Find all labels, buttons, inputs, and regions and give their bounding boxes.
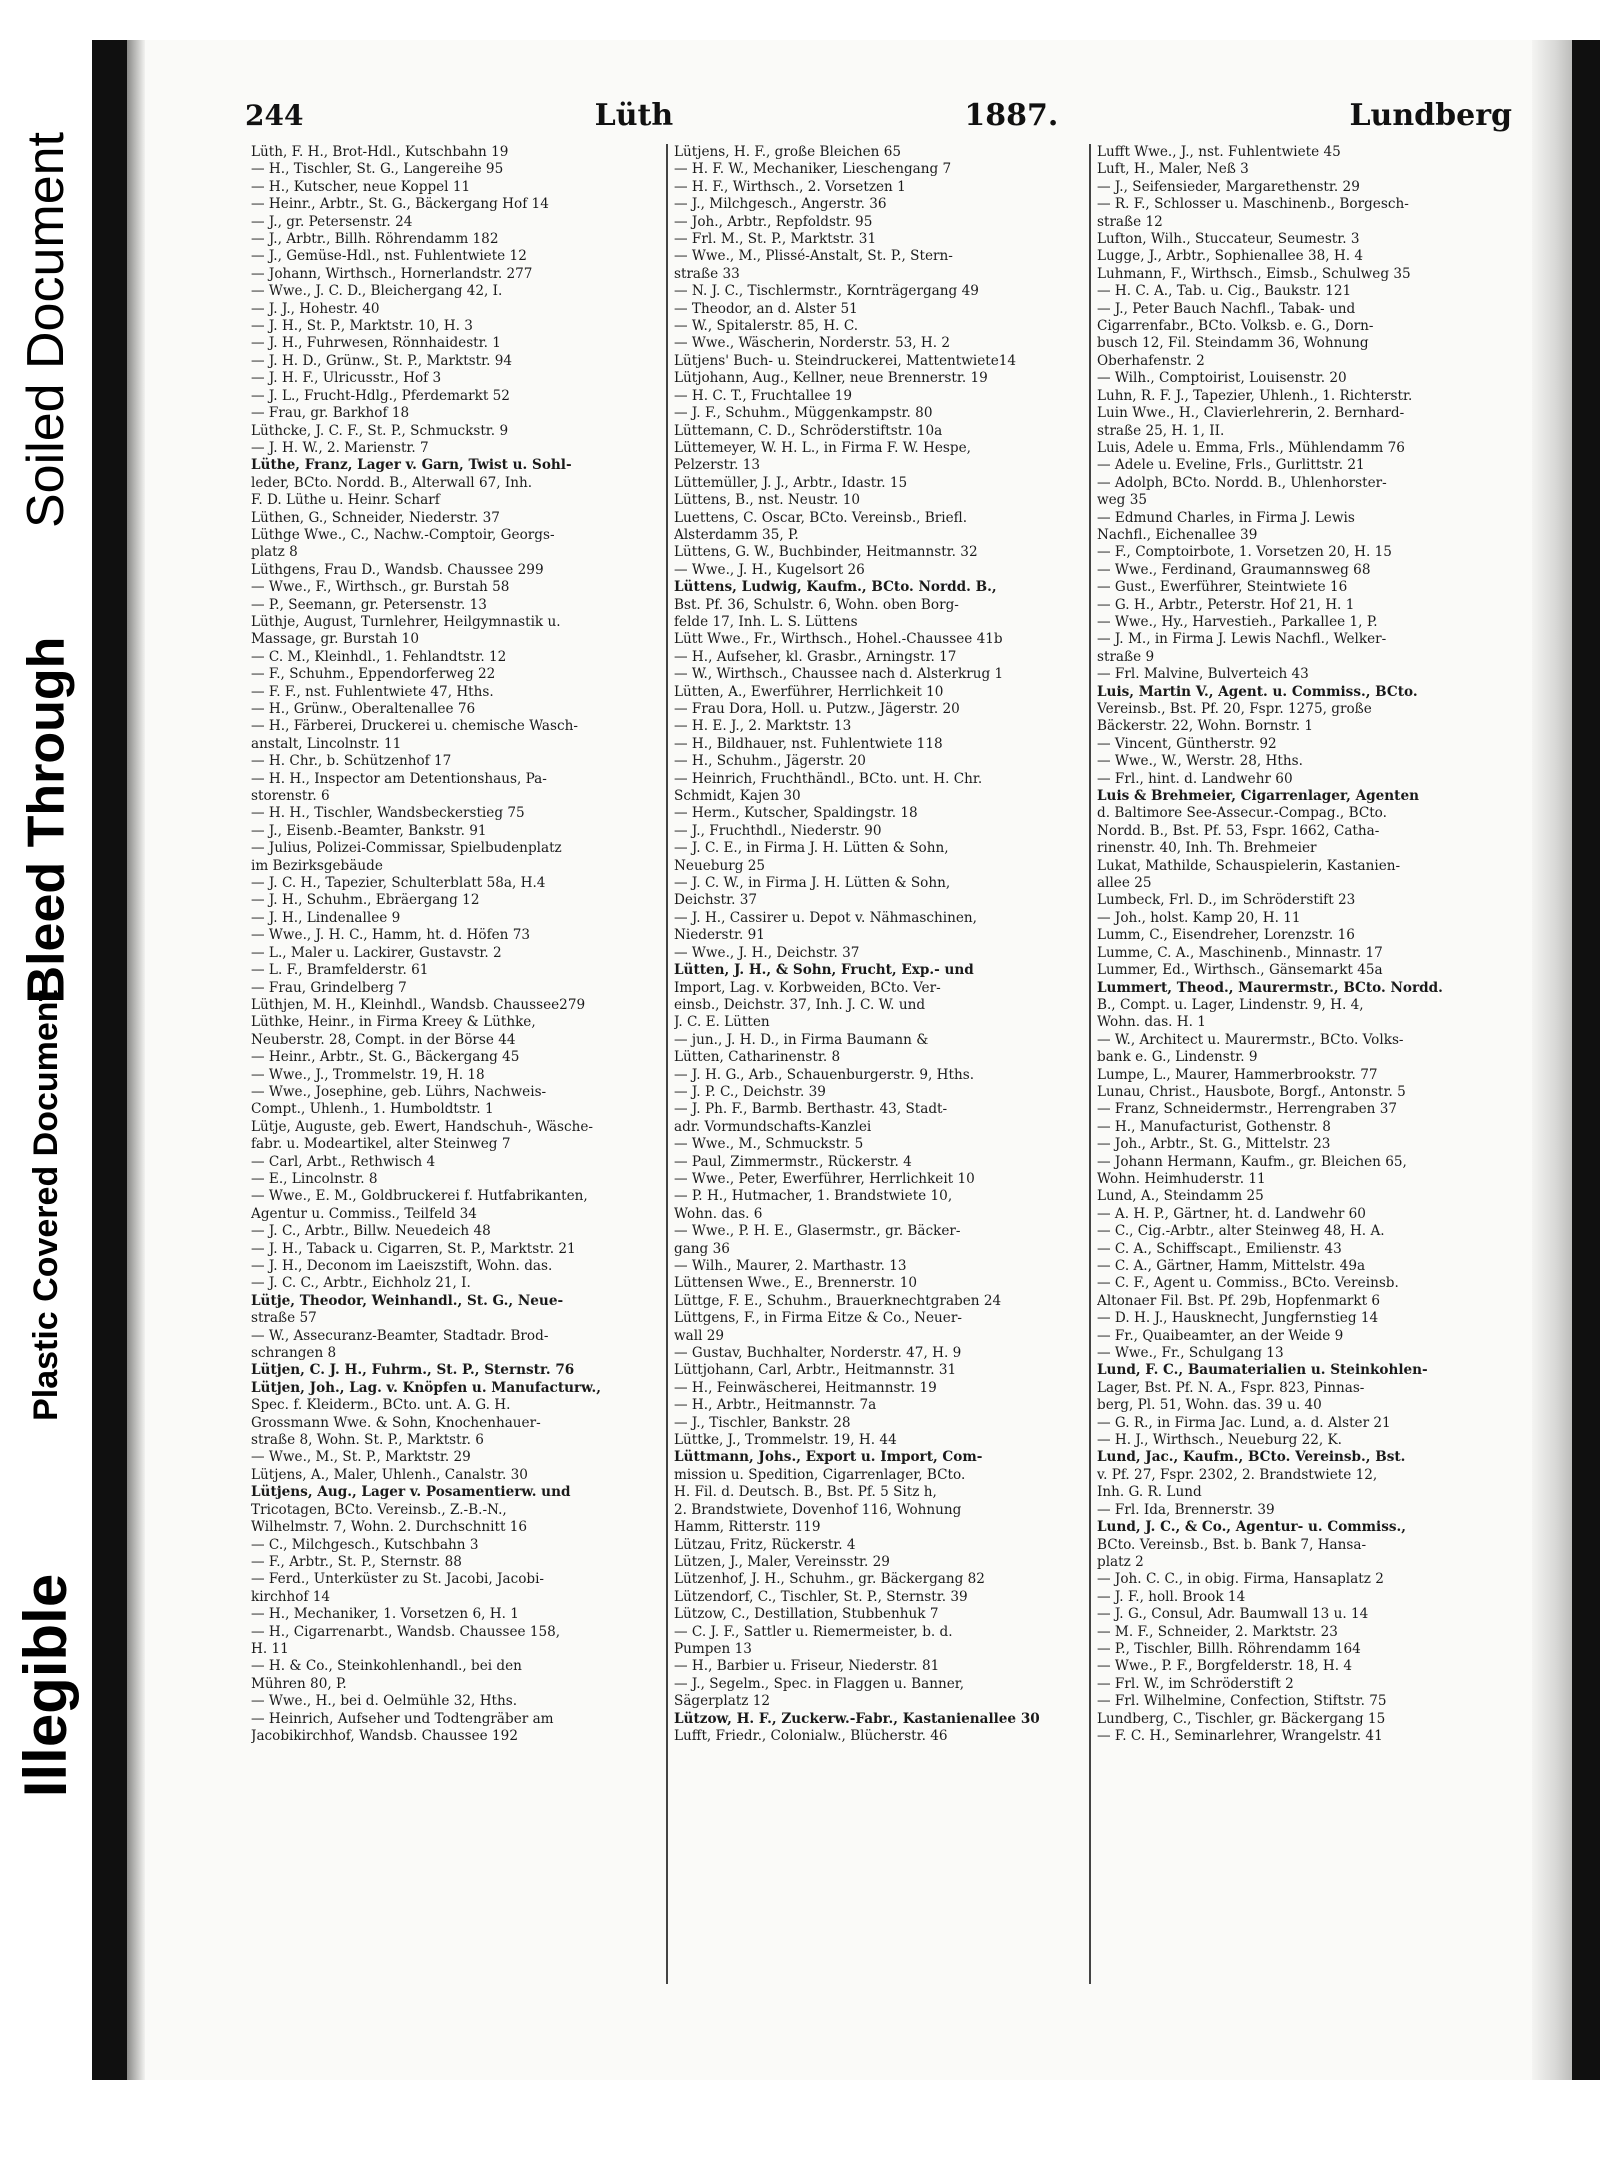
directory-entry: — H., Barbier u. Friseur, Niederstr. 81 [674,1658,940,1675]
directory-entry: Lütjohann, Aug., Kellner, neue Brennerstr. 19 [674,370,988,387]
directory-entry: — J. H., Taback u. Cigarren, St. P., Marktstr. 21 [251,1240,576,1257]
directory-entry: B., Compt. u. Lager, Lindenstr. 9, H. 4, [1097,996,1364,1013]
directory-entry: — Adolph, BCto. Nordd. B., Uhlenhorster- [1097,474,1387,491]
directory-entry: — Herm., Kutscher, Spaldingstr. 18 [674,805,918,822]
directory-entry: — N. J. C., Tischlermstr., Kornträgergang 49 [674,283,979,300]
directory-entry: Lüttens, G. W., Buchbinder, Heitmannstr. 32 [674,544,978,561]
directory-entry: — J., gr. Petersenstr. 24 [251,213,413,230]
directory-entry: H. 11 [251,1640,289,1657]
directory-entry: Import, Lag. v. Korbweiden, BCto. Ver- [674,979,941,996]
directory-entry: — Fr., Quaibeamter, an der Weide 9 [1097,1327,1344,1344]
directory-entry: — Wwe., Peter, Ewerführer, Herrlichkeit 10 [674,1170,975,1187]
directory-entry: — J. C. E., in Firma J. H. Lütten & Sohn, [674,840,949,857]
directory-entry: — J. H. W., 2. Marienstr. 7 [251,439,429,456]
directory-entry: — J., Segelm., Spec. in Flaggen u. Banner, [674,1675,965,1692]
directory-entry: — J., Peter Bauch Nachfl., Tabak- und [1097,300,1356,317]
directory-entry: — Wwe., J. H., Kugelsort 26 [674,561,865,578]
label-illegible-wrap [0,1385,92,1985]
directory-entry: — F., Arbtr., St. P., Sternstr. 88 [251,1553,462,1570]
directory-entry: — Wwe., J. H. C., Hamm, ht. d. Höfen 73 [251,927,531,944]
directory-entry: Lützen, J., Maler, Vereinsstr. 29 [674,1553,890,1570]
directory-entry: — W., Architect u. Maurermstr., BCto. Volks- [1097,1031,1404,1048]
directory-entry: Lützow, H. F., Zuckerw.-Fabr., Kastanienallee 30 [674,1710,1040,1727]
directory-entry: BCto. Vereinsb., Bst. b. Bank 7, Hansa- [1097,1536,1367,1553]
directory-entry: Lufft, Friedr., Colonialw., Blücherstr. 46 [674,1727,948,1744]
directory-entry: — J. F., Schuhm., Müggenkampstr. 80 [674,405,933,422]
directory-entry: — C. J. F., Sattler u. Riemermeister, b. d. [674,1623,953,1640]
directory-entry: d. Baltimore See-Assecur.-Compag., BCto. [1097,805,1387,822]
directory-entry: Lundberg, C., Tischler, gr. Bäckergang 15 [1097,1710,1386,1727]
directory-entry: Mühren 80, P. [251,1675,347,1692]
directory-entry: — Wwe., P. H. E., Glasermstr., gr. Bäcker- [674,1223,961,1240]
directory-entry: — Wwe., E. M., Goldbruckerei f. Hutfabrikanten, [251,1188,588,1205]
directory-entry: Lüttke, J., Trommelstr. 19, H. 44 [674,1432,897,1449]
directory-entry: Lütjens, A., Maler, Uhlenh., Canalstr. 30 [251,1466,528,1483]
directory-entry: — J. L., Frucht-Hdlg., Pferdemarkt 52 [251,387,510,404]
directory-entry: — C. M., Kleinhdl., 1. Fehlandtstr. 12 [251,648,507,665]
directory-entry: Lund, A., Steindamm 25 [1097,1188,1264,1205]
label-soiled-wrap [0,50,92,610]
directory-entry: Altonaer Fil. Bst. Pf. 29b, Hopfenmarkt 6 [1097,1292,1381,1309]
directory-entry: — F., Schuhm., Eppendorferweg 22 [251,666,496,683]
directory-columns [245,144,1515,1984]
directory-entry: Alsterdamm 35, P. [674,526,799,543]
directory-entry: fabr. u. Modeartikel, alter Steinweg 7 [251,1136,511,1153]
directory-entry: leder, BCto. Nordd. B., Alterwall 67, Inh. [251,474,533,491]
directory-entry: Lukat, Mathilde, Schauspielerin, Kastanien- [1097,857,1401,874]
directory-entry: — J., Gemüse-Hdl., nst. Fuhlentwiete 12 [251,248,527,265]
directory-entry: — H., Mechaniker, 1. Vorsetzen 6, H. 1 [251,1606,519,1623]
directory-entry: — Wilh., Maurer, 2. Marthastr. 13 [674,1258,907,1274]
directory-entry: straße 12 [1097,213,1163,230]
directory-entry: Lütjen, Joh., Lag. v. Knöpfen u. Manufacturw., [251,1379,601,1396]
directory-entry: H. Fil. d. Deutsch. B., Bst. Pf. 5 Sitz h, [674,1484,937,1501]
directory-entry: Spec. f. Kleiderm., BCto. unt. A. G. H. [251,1397,511,1414]
directory-entry: Lütje, Auguste, geb. Ewert, Handschuh-, Wäsche- [251,1118,593,1135]
directory-entry: — F., Comptoirbote, 1. Vorsetzen 20, H. 15 [1097,544,1392,561]
directory-entry: — F. F., nst. Fuhlentwiete 47, Hths. [251,683,494,700]
directory-entry: Lüthke, Heinr., in Firma Kreey & Lüthke, [251,1014,536,1031]
directory-entry: Pelzerstr. 13 [674,457,761,474]
directory-entry: Luhn, R. F. J., Tapezier, Uhlenh., 1. Richterstr. [1097,387,1413,404]
directory-entry: Lüttens, Ludwig, Kaufm., BCto. Nordd. B., [674,579,997,596]
directory-entry: straße 25, H. 1, II. [1097,422,1225,439]
directory-entry: schrangen 8 [251,1345,337,1362]
directory-entry: — Heinrich, Fruchthändl., BCto. unt. H. Chr. [674,770,983,787]
directory-entry: Luhmann, F., Wirthsch., Eimsb., Schulweg 35 [1097,265,1411,282]
directory-entry: — J. J., Hohestr. 40 [251,300,380,317]
side-label-strip [0,0,92,1990]
directory-entry: — L. F., Bramfelderstr. 61 [251,962,429,979]
directory-entry: berg, Pl. 51, Wohn. das. 39 u. 40 [1097,1397,1322,1414]
directory-entry: — J. H., Lindenallee 9 [251,909,401,926]
directory-entry: Jacobikirchhof, Wandsb. Chaussee 192 [251,1727,518,1744]
directory-entry: im Bezirksgebäude [251,857,383,874]
directory-entry: — Edmund Charles, in Firma J. Lewis [1097,509,1355,526]
directory-entry: — jun., J. H. D., in Firma Baumann & [674,1031,929,1048]
directory-entry: — H., Bildhauer, nst. Fuhlentwiete 118 [674,735,943,752]
directory-entry: Lummer, Ed., Wirthsch., Gänsemarkt 45a [1097,962,1383,979]
directory-entry: — Gust., Ewerführer, Steintwiete 16 [1097,579,1348,596]
directory-entry: mission u. Spedition, Cigarrenlager, BCto. [674,1466,966,1483]
directory-entry: — W., Assecuranz-Beamter, Stadtadr. Brod- [251,1327,549,1344]
directory-entry: Neueburg 25 [674,857,766,874]
directory-entry: — W., Spitalerstr. 85, H. C. [674,318,859,335]
label-illegible: Illegible [12,1573,80,1797]
directory-entry: platz 8 [251,544,298,561]
directory-entry: — H., Arbtr., Heitmannstr. 7a [674,1397,877,1414]
directory-entry: — C. F., Agent u. Commiss., BCto. Vereinsb. [1097,1275,1399,1292]
directory-entry: — H., Tischler, St. G., Langereihe 95 [251,161,504,178]
directory-entry: Lütjens, H. F., große Bleichen 65 [674,144,901,160]
directory-entry: — J. C., Arbtr., Billw. Neuedeich 48 [251,1223,491,1240]
directory-entry: — H. J., Wirthsch., Neueburg 22, K. [1097,1432,1343,1449]
directory-entry: Luft, H., Maler, Neß 3 [1097,161,1249,178]
directory-entry: Lüthge Wwe., C., Nachw.-Comptoir, Georgs- [251,526,555,543]
directory-entry: platz 2 [1097,1553,1144,1570]
directory-entry: — H. & Co., Steinkohlenhandl., bei den [251,1658,522,1675]
directory-entry: Lüttemeyer, W. H. L., in Firma F. W. Hespe, [674,439,971,456]
directory-entry: Neuberstr. 28, Compt. in der Börse 44 [251,1031,516,1048]
directory-entry: Lütten, A., Ewerführer, Herrlichkeit 10 [674,683,944,700]
directory-entry: — J. H., Cassirer u. Depot v. Nähmaschinen, [674,909,977,926]
directory-entry: — Frl. Wilhelmine, Confection, Stiftstr. 75 [1097,1693,1387,1710]
directory-entry: — J. C. C., Arbtr., Eichholz 21, I. [251,1275,471,1292]
directory-entry: — J. F., holl. Brook 14 [1097,1588,1246,1605]
directory-entry: — Joh., Arbtr., Repfoldstr. 95 [674,213,873,230]
directory-entry: — Johann Hermann, Kaufm., gr. Bleichen 65, [1097,1153,1407,1170]
directory-entry: Nachfl., Eichenallee 39 [1097,526,1258,543]
directory-entry: busch 12, Fil. Steindamm 36, Wohnung [1097,335,1369,352]
directory-entry: — Theodor, an d. Alster 51 [674,300,858,317]
directory-entry: — J. H., Schuhm., Ebräergang 12 [251,892,480,909]
directory-entry: Agentur u. Commiss., Teilfeld 34 [251,1205,477,1222]
directory-entry: Bst. Pf. 36, Schulstr. 6, Wohn. oben Borg- [674,596,959,613]
directory-entry: Lützendorf, C., Tischler, St. P., Sternstr. 39 [674,1588,968,1605]
directory-entry: — H., Manufacturist, Gothenstr. 8 [1097,1118,1331,1135]
directory-entry: — J. Ph. F., Barmb. Berthastr. 43, Stadt- [674,1101,948,1118]
directory-entry: — H. F. W., Mechaniker, Lieschengang 7 [674,161,952,178]
directory-entry: — H., Aufseher, kl. Grasbr., Arningstr. 17 [674,648,957,665]
directory-entry: Lütjens' Buch- u. Steindruckerei, Mattentwiete14 [674,352,1017,369]
directory-entry: — G. R., in Firma Jac. Lund, a. d. Alster 21 [1097,1414,1391,1431]
directory-entry: Deichstr. 37 [674,892,758,909]
label-bleed-wrap [0,600,92,1040]
directory-entry: Luis, Martin V., Agent. u. Commiss., BCto. [1097,683,1418,700]
directory-entry: straße 8, Wohn. St. P., Marktstr. 6 [251,1432,484,1449]
directory-entry: — Paul, Zimmermstr., Rückerstr. 4 [674,1153,912,1170]
directory-entry: allee 25 [1097,875,1152,892]
directory-entry: — H., Grünw., Oberaltenallee 76 [251,701,476,717]
directory-entry: Hamm, Ritterstr. 119 [674,1519,821,1536]
directory-entry: Lunau, Christ., Hausbote, Borgf., Antonstr. 5 [1097,1083,1406,1100]
directory-entry: Lüthcke, J. C. F., St. P., Schmuckstr. 9 [251,422,509,439]
directory-entry: Lufton, Wilh., Stuccateur, Seumestr. 3 [1097,231,1360,248]
header-year: 1887. [964,98,1059,133]
directory-entry: Lüttemüller, J. J., Arbtr., Idastr. 15 [674,474,908,491]
directory-entry: 2. Brandstwiete, Dovenhof 116, Wohnung [674,1501,962,1518]
directory-entry: — P. H., Hutmacher, 1. Brandstwiete 10, [674,1188,953,1205]
directory-entry: — Julius, Polizei-Commissar, Spielbudenplatz [251,840,562,857]
label-plastic-covered: Plastic Covered Document [26,989,65,1421]
directory-entry: — Wwe., Wäscherin, Norderstr. 53, H. 2 [674,335,951,352]
directory-entry: — H. E. J., 2. Marktstr. 13 [674,718,852,735]
directory-entry: Lund, J. C., & Co., Agentur- u. Commiss., [1097,1519,1406,1536]
directory-entry: — D. H. J., Hausknecht, Jungfernstieg 14 [1097,1310,1379,1327]
directory-entry: Lüttjohann, Carl, Arbtr., Heitmannstr. 31 [674,1362,957,1379]
directory-entry: weg 35 [1097,492,1148,509]
directory-entry: F. D. Lüthe u. Heinr. Scharf [251,492,440,509]
directory-entry: Luis & Brehmeier, Cigarrenlager, Agenten [1097,788,1419,805]
directory-entry: Bäckerstr. 22, Wohn. Bornstr. 1 [1097,718,1314,735]
directory-entry: Pumpen 13 [674,1640,752,1657]
scanned-page-frame [92,40,1600,2080]
directory-entry: Lützau, Fritz, Rückerstr. 4 [674,1536,856,1553]
directory-entry: — F. C. H., Seminarlehrer, Wrangelstr. 41 [1097,1727,1383,1744]
directory-entry: Lund, F. C., Baumaterialien u. Steinkohlen- [1097,1362,1428,1379]
directory-entry: Luis, Adele u. Emma, Frls., Mühlendamm 76 [1097,439,1405,456]
directory-entry: — Franz, Schneidermstr., Herrengraben 37 [1097,1101,1397,1118]
directory-entry: — Frau Dora, Holl. u. Putzw., Jägerstr. 20 [674,701,960,717]
directory-entry: — Wwe., W., Werstr. 28, Hths. [1097,753,1303,770]
directory-entry: — H. F., Wirthsch., 2. Vorsetzen 1 [674,178,906,195]
directory-entry: Lufft Wwe., J., nst. Fuhlentwiete 45 [1097,144,1341,160]
directory-entry: Lüthjen, M. H., Kleinhdl., Wandsb. Chaussee279 [251,996,586,1013]
directory-entry: gang 36 [674,1240,730,1257]
directory-entry: — G. H., Arbtr., Peterstr. Hof 21, H. 1 [1097,596,1355,613]
directory-entry: Lüthgens, Frau D., Wandsb. Chaussee 299 [251,561,544,578]
directory-entry: — H., Färberei, Druckerei u. chemische Wasch- [251,718,578,735]
directory-entry: bank e. G., Lindenstr. 9 [1097,1049,1258,1066]
directory-entry: Lummert, Theod., Maurermstr., BCto. Nordd. [1097,979,1443,996]
directory-entry: — Joh., Arbtr., St. G., Mittelstr. 23 [1097,1136,1331,1153]
directory-entry: anstalt, Lincolnstr. 11 [251,735,402,752]
directory-entry: — Joh., holst. Kamp 20, H. 11 [1097,909,1301,926]
directory-entry: — Wwe., Ferdinand, Graumannsweg 68 [1097,561,1371,578]
directory-entry: — J. C. W., in Firma J. H. Lütten & Sohn, [674,875,951,892]
directory-entry: — J. H. F., Ulricusstr., Hof 3 [251,370,442,387]
directory-entry: Lumm, C., Eisendreher, Lorenzstr. 16 [1097,927,1355,944]
directory-entry: — H. H., Inspector am Detentionshaus, Pa- [251,770,547,787]
directory-entry: — Frl. M., St. P., Marktstr. 31 [674,231,877,248]
directory-entry: Lütjen, C. J. H., Fuhrm., St. P., Sternstr. 76 [251,1362,575,1379]
directory-entry: Massage, gr. Burstah 10 [251,631,419,648]
directory-entry: — C., Cig.-Arbtr., alter Steinweg 48, H. A. [1097,1223,1385,1240]
directory-entry: Lumbeck, Frl. D., im Schröderstift 23 [1097,892,1356,909]
directory-entry: — W., Wirthsch., Chaussee nach d. Alsterkrug 1 [674,666,1004,683]
directory-entry: Niederstr. 91 [674,927,765,944]
directory-entry: Lumpe, L., Maurer, Hammerbrookstr. 77 [1097,1066,1378,1083]
header-left-word: Lüth [594,98,674,133]
directory-entry: — Wwe., P. F., Borgfelderstr. 18, H. 4 [1097,1658,1353,1675]
directory-entry: — M. F., Schneider, 2. Marktstr. 23 [1097,1623,1338,1640]
directory-entry: wall 29 [674,1327,725,1344]
directory-entry: Inh. G. R. Lund [1097,1484,1202,1501]
label-bleed-through: Bleed Through [17,636,75,1004]
directory-column-1 [245,144,668,1984]
directory-entry: Wohn. Heimhuderstr. 11 [1097,1170,1266,1187]
directory-entry: — Wwe., H., bei d. Oelmühle 32, Hths. [251,1693,518,1710]
directory-entry: Lüttgens, F., in Firma Eitze & Co., Neuer- [674,1310,962,1327]
directory-entry: — Frau, Grindelberg 7 [251,979,407,996]
directory-entry: — J. H., Deconom im Laeiszstift, Wohn. das. [251,1258,553,1274]
directory-entry: — Adele u. Eveline, Frls., Gurlittstr. 21 [1097,457,1365,474]
directory-entry: — J., Eisenb.-Beamter, Bankstr. 91 [251,822,487,839]
directory-entry: Lüttensen Wwe., E., Brennerstr. 10 [674,1275,918,1292]
directory-entry: — Carl, Arbt., Rethwisch 4 [251,1153,436,1170]
directory-entry: straße 9 [1097,648,1155,665]
directory-entry: Lüttmann, Johs., Export u. Import, Com- [674,1449,983,1466]
directory-entry: — J. M., in Firma J. Lewis Nachfl., Welker- [1097,631,1387,648]
directory-entry: — Joh. C. C., in obig. Firma, Hansaplatz 2 [1097,1571,1384,1588]
directory-entry: — Wwe., Josephine, geb. Lührs, Nachweis- [251,1083,547,1100]
directory-entry: felde 17, Inh. L. S. Lüttens [674,613,858,630]
directory-entry: storenstr. 6 [251,788,330,805]
directory-entry: Luin Wwe., H., Clavierlehrerin, 2. Bernhard- [1097,405,1405,422]
directory-entry: — R. F., Schlosser u. Maschinenb., Borgesch- [1097,196,1409,213]
directory-entry: — J., Tischler, Bankstr. 28 [674,1414,851,1431]
directory-entry: — H. C. A., Tab. u. Cig., Baukstr. 121 [1097,283,1352,300]
directory-entry: Sägerplatz 12 [674,1693,771,1710]
directory-entry: J. C. E. Lütten [674,1014,770,1031]
directory-entry: — J. H., St. P., Marktstr. 10, H. 3 [251,318,473,335]
directory-entry: Lugge, J., Arbtr., Sophienallee 38, H. 4 [1097,248,1364,265]
directory-entry: Lütt Wwe., Fr., Wirthsch., Hohel.-Chaussee 41b [674,631,1003,648]
directory-entry: Lüthen, G., Schneider, Niederstr. 37 [251,509,500,526]
label-plastic-wrap [0,989,92,1421]
directory-entry: Vereinsb., Bst. Pf. 20, Fspr. 1275, große [1097,701,1372,717]
directory-entry: — Frau, gr. Barkhof 18 [251,405,410,422]
directory-page [127,40,1572,2080]
directory-entry: — H., Cigarrenarbt., Wandsb. Chaussee 158, [251,1623,561,1640]
page-header [245,98,1512,142]
directory-entry: — Frl. Malvine, Bulverteich 43 [1097,666,1309,683]
directory-entry: — J., Milchgesch., Angerstr. 36 [674,196,887,213]
directory-entry: — Wwe., M., St. P., Marktstr. 29 [251,1449,471,1466]
directory-entry: — Wwe., F., Wirthsch., gr. Burstah 58 [251,579,510,596]
directory-entry: — Frl. Ida, Brennerstr. 39 [1097,1501,1275,1518]
directory-entry: — Ferd., Unterküster zu St. Jacobi, Jacobi- [251,1571,545,1588]
directory-entry: — J. C. H., Tapezier, Schulterblatt 58a, H.4 [251,875,546,892]
directory-entry: Lüttemann, C. D., Schröderstiftstr. 10a [674,422,943,439]
directory-entry: straße 57 [251,1310,317,1327]
directory-entry: — Frl. W., im Schröderstift 2 [1097,1675,1294,1692]
directory-entry: Lüthje, August, Turnlehrer, Heilgymnastik u. [251,613,561,630]
bottom-margin [92,2080,1600,2177]
directory-entry: — Frl., hint. d. Landwehr 60 [1097,770,1293,787]
page-left-edge-shadow [127,40,145,2080]
directory-entry: — Wwe., Hy., Harvestieh., Parkallee 1, P. [1097,613,1378,630]
directory-entry: rinenstr. 40, Inh. Th. Brehmeier [1097,840,1317,857]
directory-entry: Lund, Jac., Kaufm., BCto. Vereinsb., Bst. [1097,1449,1406,1466]
directory-entry: — J., Arbtr., Billh. Röhrendamm 182 [251,231,499,248]
directory-entry: — C. A., Schiffscapt., Emilienstr. 43 [1097,1240,1342,1257]
header-right-word: Lundberg [1349,98,1512,133]
directory-entry: — Wwe., J., Trommelstr. 19, H. 18 [251,1066,485,1083]
directory-entry: — Heinr., Arbtr., St. G., Bäckergang 45 [251,1049,520,1066]
directory-entry: Lüttens, B., nst. Neustr. 10 [674,492,860,509]
directory-entry: Nordd. B., Bst. Pf. 53, Fspr. 1662, Catha- [1097,822,1380,839]
directory-entry: — P., Seemann, gr. Petersenstr. 13 [251,596,487,613]
directory-entry: Wohn. das. H. 1 [1097,1014,1206,1031]
directory-entry: Wilhelmstr. 7, Wohn. 2. Durchschnitt 16 [251,1519,528,1536]
directory-column-2 [668,144,1091,1984]
directory-entry: Oberhafenstr. 2 [1097,352,1205,369]
directory-entry: — E., Lincolnstr. 8 [251,1170,378,1187]
directory-entry: einsb., Deichstr. 37, Inh. J. C. W. und [674,996,926,1013]
directory-entry: Lager, Bst. Pf. N. A., Fspr. 823, Pinnas- [1097,1379,1365,1396]
directory-entry: v. Pf. 27, Fspr. 2302, 2. Brandstwiete 12, [1097,1466,1378,1483]
directory-entry: Lüth, F. H., Brot-Hdl., Kutschbahn 19 [251,144,509,160]
directory-entry: Lumme, C. A., Maschinenb., Minnastr. 17 [1097,944,1383,961]
directory-entry: — Wilh., Comptoirist, Louisenstr. 20 [1097,370,1347,387]
directory-entry: Lützow, C., Destillation, Stubbenhuk 7 [674,1606,939,1623]
directory-entry: — Johann, Wirthsch., Hornerlandstr. 277 [251,265,533,282]
directory-entry: — Heinrich, Aufseher und Todtengräber am [251,1710,554,1727]
directory-entry: — Gustav, Buchhalter, Norderstr. 47, H. 9 [674,1345,962,1362]
directory-entry: Lütje, Theodor, Weinhandl., St. G., Neue- [251,1292,564,1309]
directory-entry: Grossmann Wwe. & Sohn, Knochenhauer- [251,1414,541,1431]
directory-column-3 [1091,144,1514,1984]
directory-entry: — J. P. C., Deichstr. 39 [674,1083,826,1100]
page-binding-shadow [1532,40,1572,2080]
directory-entry: — H., Schuhm., Jägerstr. 20 [674,753,866,770]
directory-entry: Lütten, Catharinenstr. 8 [674,1049,841,1066]
directory-entry: Cigarrenfabr., BCto. Volksb. e. G., Dorn- [1097,318,1374,335]
directory-entry: Lützenhof, J. H., Schuhm., gr. Bäckergang 82 [674,1571,985,1588]
directory-entry: Wohn. das. 6 [674,1205,763,1222]
page-number: 244 [245,99,304,132]
directory-entry: — Wwe., J. H., Deichstr. 37 [674,944,860,961]
directory-entry: — H. H., Tischler, Wandsbeckerstieg 75 [251,805,525,822]
directory-entry: — C., Milchgesch., Kutschbahn 3 [251,1536,479,1553]
directory-entry: Lüthe, Franz, Lager v. Garn, Twist u. Sohl- [251,457,572,474]
directory-entry: — L., Maler u. Lackirer, Gustavstr. 2 [251,944,502,961]
directory-entry: straße 33 [674,265,740,282]
directory-entry: — J. H. D., Grünw., St. P., Marktstr. 94 [251,352,513,369]
directory-entry: — Wwe., J. C. D., Bleichergang 42, I. [251,283,503,300]
directory-entry: Schmidt, Kajen 30 [674,788,801,805]
directory-entry: — Wwe., M., Plissé-Anstalt, St. P., Stern- [674,248,953,265]
directory-entry: — C. A., Gärtner, Hamm, Mittelstr. 49a [1097,1258,1366,1274]
directory-entry: — A. H. P., Gärtner, ht. d. Landwehr 60 [1097,1205,1366,1222]
directory-entry: kirchhof 14 [251,1588,331,1605]
directory-entry: — Wwe., Fr., Schulgang 13 [1097,1345,1284,1362]
directory-entry: Luettens, C. Oscar, BCto. Vereinsb., Briefl. [674,509,968,526]
directory-entry: Compt., Uhlenh., 1. Humboldtstr. 1 [251,1101,494,1118]
directory-entry: — H. Chr., b. Schützenhof 17 [251,753,452,770]
directory-entry: — J., Fruchthdl., Niederstr. 90 [674,822,882,839]
directory-entry: — J. G., Consul, Adr. Baumwall 13 u. 14 [1097,1606,1369,1623]
directory-entry: Lüttge, F. E., Schuhm., Brauerknechtgraben 24 [674,1292,1002,1309]
directory-entry: Tricotagen, BCto. Vereinsb., Z.-B.-N., [251,1501,507,1518]
label-soiled-document: Soiled Document [17,132,75,528]
directory-entry: adr. Vormundschafts-Kanzlei [674,1118,872,1135]
directory-entry: Lütten, J. H., & Sohn, Frucht, Exp.- und [674,962,974,979]
directory-entry: — J. H., Fuhrwesen, Rönnhaidestr. 1 [251,335,501,352]
directory-entry: — H., Feinwäscherei, Heitmannstr. 19 [674,1379,937,1396]
directory-entry: — Vincent, Güntherstr. 92 [1097,735,1277,752]
directory-entry: — H., Kutscher, neue Koppel 11 [251,178,471,195]
directory-entry: — Wwe., M., Schmuckstr. 5 [674,1136,864,1153]
directory-entry: — H. C. T., Fruchtallee 19 [674,387,853,404]
directory-entry: — Heinr., Arbtr., St. G., Bäckergang Hof 14 [251,196,549,213]
directory-entry: — P., Tischler, Billh. Röhrendamm 164 [1097,1640,1361,1657]
directory-entry: — J., Seifensieder, Margarethenstr. 29 [1097,178,1360,195]
directory-entry: Lütjens, Aug., Lager v. Posamentierw. und [251,1484,571,1501]
directory-entry: — J. H. G., Arb., Schauenburgerstr. 9, Hths. [674,1066,975,1083]
